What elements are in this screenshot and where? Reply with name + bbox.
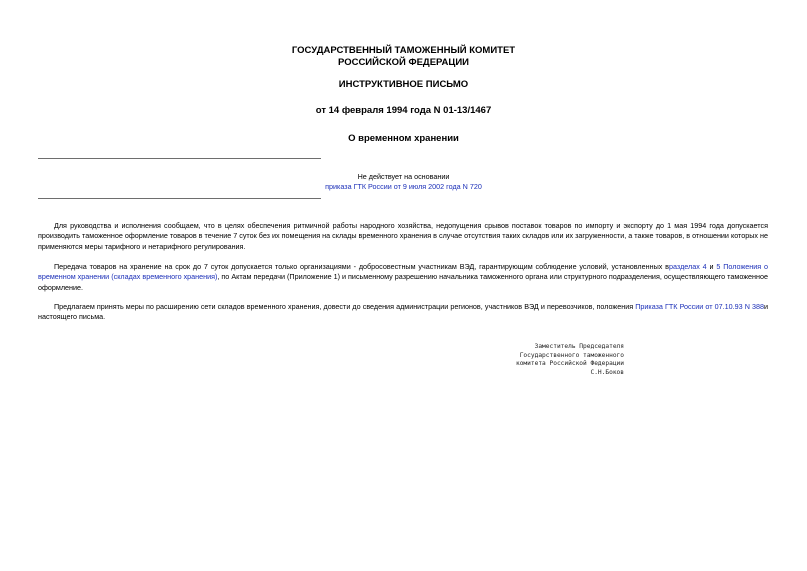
paragraph-2-text-c: , по Актам передачи (Приложение 1) и письменному разрешению начальника таможенного органа или структурного подразделения, осуществляющего таможенное оформление. xyxy=(38,272,768,292)
temporary-storage-regulation-link[interactable]: 5 Положения о временном хранении (складах временного хранения) xyxy=(38,262,768,282)
divider-top xyxy=(38,158,321,159)
document-type: ИНСТРУКТИВНОЕ ПИСЬМО xyxy=(338,79,469,90)
status-note: Не действует на основании xyxy=(357,172,450,181)
paragraph-2-text-a: Передача товаров на хранение на срок до 7 суток допускается только организациями - добросовестным участникам ВЭД, гарантирующим соблюдение условий, установленных в xyxy=(54,262,670,271)
signature-org-line1: Государственного таможенного xyxy=(519,351,624,359)
status-link-wrapper xyxy=(0,182,807,192)
order-388-link[interactable]: Приказа ГТК России от 07.10.93 N 388 xyxy=(635,302,764,311)
signature-org-line2: комитета Российской Федерации xyxy=(515,360,624,368)
paragraph-2-text-b: и xyxy=(706,262,714,271)
org-name-line2: РОССИЙСКОЙ ФЕДЕРАЦИИ xyxy=(337,57,469,68)
paragraph-3 xyxy=(38,302,768,323)
signature-position: Заместитель Председателя xyxy=(534,343,624,350)
document-subject: О временном хранении xyxy=(348,133,459,144)
paragraph-3-text-b: и настоящего письма. xyxy=(38,302,768,322)
signature-name: С.Н.Боков xyxy=(590,368,624,376)
org-name-line1: ГОСУДАРСТВЕННЫЙ ТАМОЖЕННЫЙ КОМИТЕТ xyxy=(291,45,516,56)
paragraph-3-text-a: Предлагаем принять меры по расширению сети складов временного хранения, довести до сведения администрации регионов, участников ВЭД и перевозчиков, положения xyxy=(54,302,634,311)
paragraph-2 xyxy=(38,262,768,293)
paragraph-1: Для руководства и исполнения сообщаем, что в целях обеспечения ритмичной работы народного хозяйства, недопущения срывов поставок товаров по импорту и экспорту до 1 мая 1994 года допускается производить таможенное оформление товаров в течение 7 суток без их помещения на склады временного хранения в случае отсутствия таких складов или их загруженности, а также товаров, в отношении которых не применяются меры тарифного и нетарифного регулирования. xyxy=(38,221,768,251)
document-date: от 14 февраля 1994 года N 01-13/1467 xyxy=(315,105,492,116)
divider-bottom xyxy=(38,198,321,199)
sections-4-link[interactable]: разделах 4 xyxy=(669,262,707,271)
status-order-link[interactable]: приказа ГТК России от 9 июля 2002 года N 720 xyxy=(325,182,482,191)
